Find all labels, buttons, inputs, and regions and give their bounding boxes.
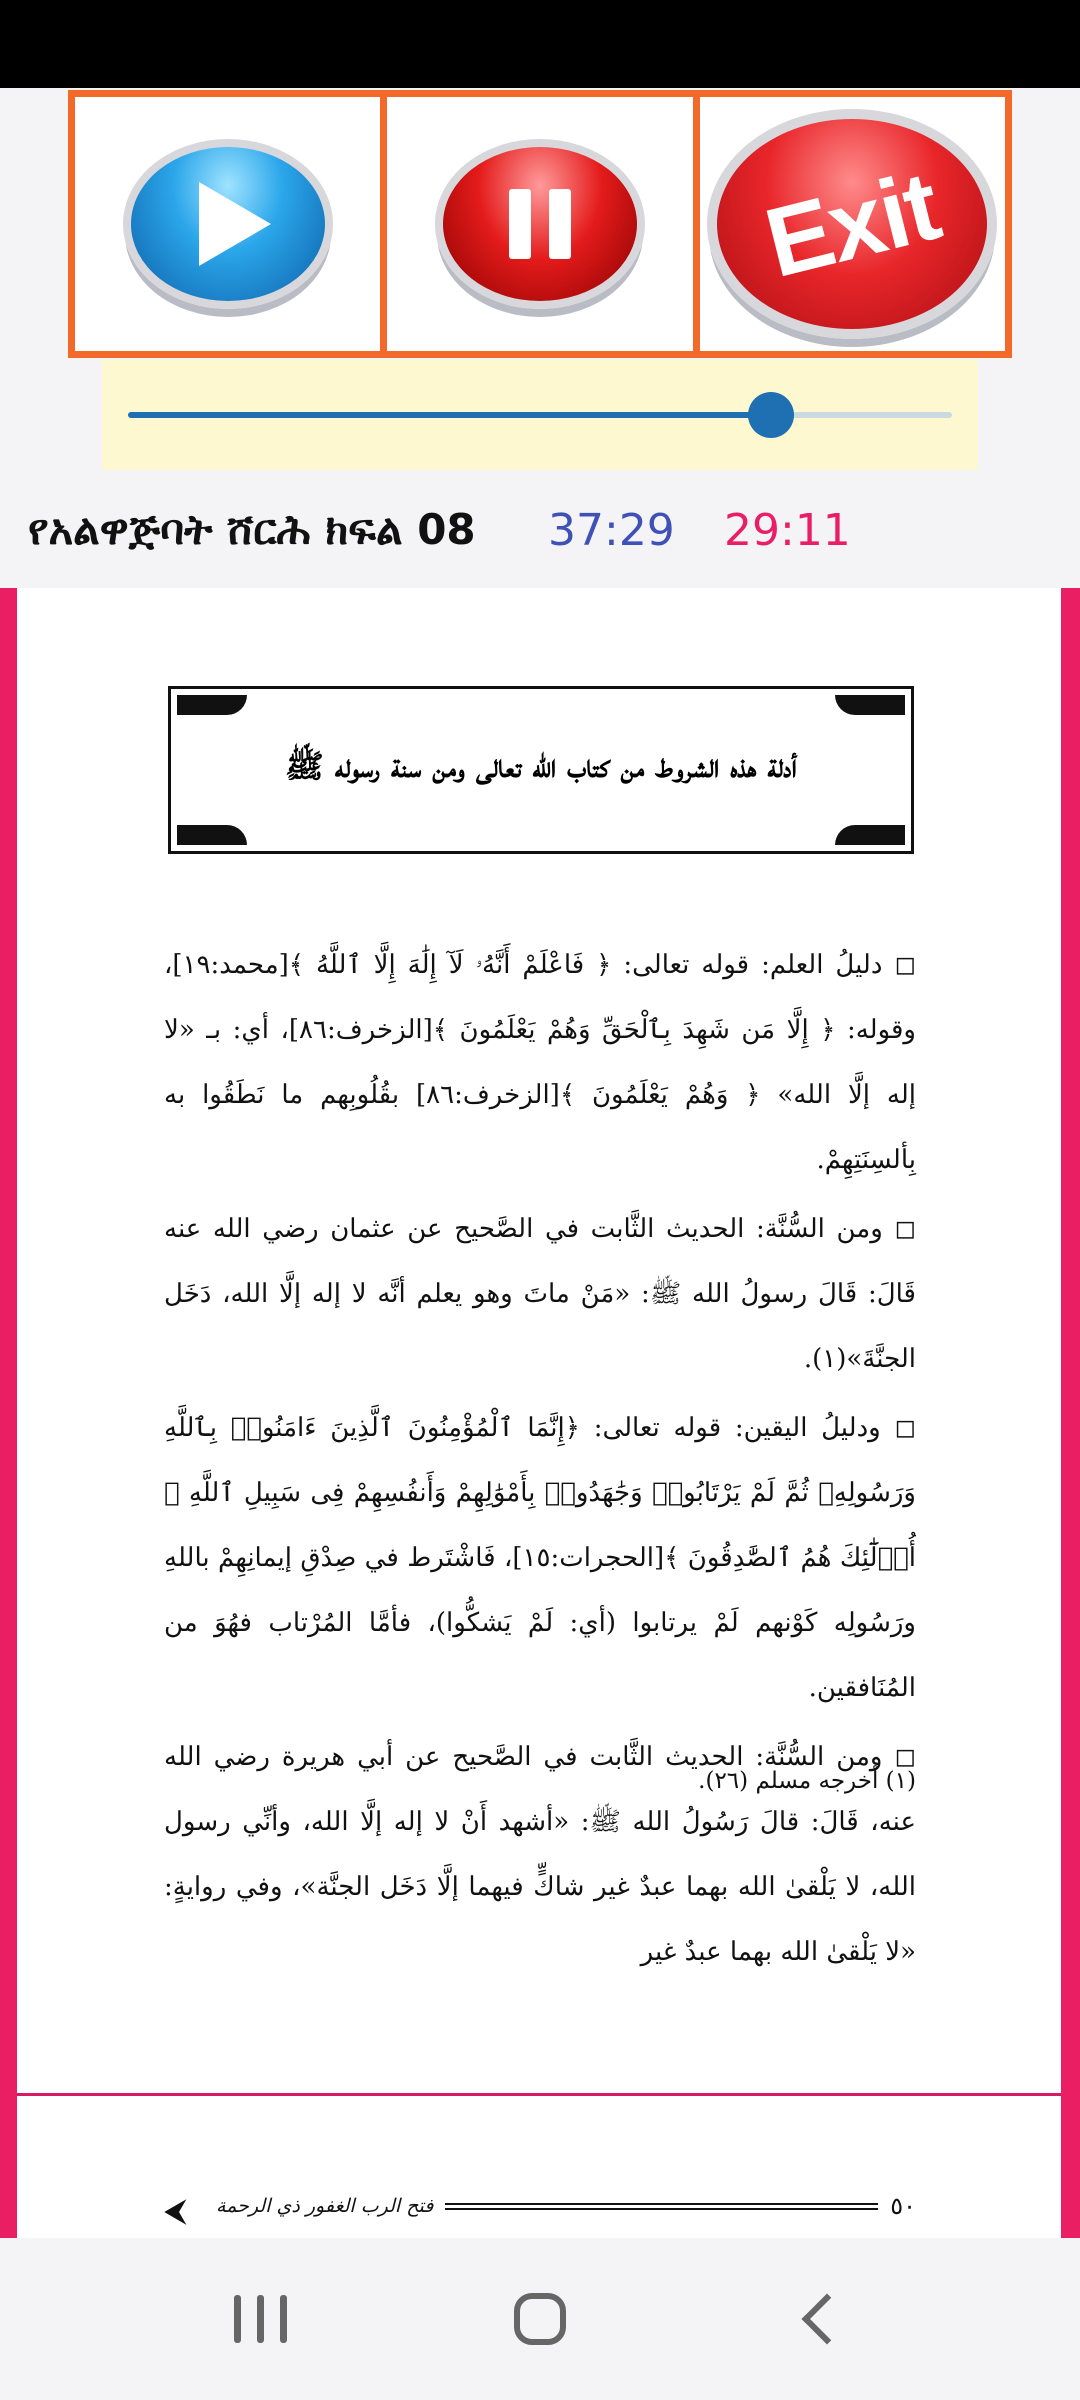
back-button[interactable]: [760, 2259, 880, 2379]
seek-panel: [102, 360, 978, 470]
footer-book-title: فتح الرب الغفور ذي الرحمة: [216, 2195, 434, 2217]
exit-button[interactable]: [700, 97, 1005, 351]
track-info: [0, 488, 1080, 572]
document-body: [164, 933, 916, 1989]
seek-progress: [128, 412, 771, 418]
pause-button[interactable]: [387, 97, 699, 351]
paragraph-sunnah-1: ◻ ومن السُّنَّة: الحديث الثَّابت في الصَّحيح عن عثمان رضي الله عنه قَالَ: قَالَ رسولُ الله ﷺ: «مَنْ ماتَ وهو يعلم أنَّه لا إله إلَّا الله، دَخَل الجنَّةَ»(١).: [164, 1214, 916, 1374]
home-button[interactable]: [480, 2259, 600, 2379]
back-icon: [802, 2294, 853, 2345]
status-bar: [0, 0, 1080, 88]
seek-thumb[interactable]: [748, 392, 794, 438]
exit-icon: [707, 109, 997, 339]
control-panel: [68, 90, 1012, 358]
document-heading-box: [168, 686, 914, 854]
paragraph-certainty: ◻ ودليلُ اليقين: قوله تعالى: ﴿إِنَّمَا ٱلْمُؤْمِنُونَ ٱلَّذِينَ ءَامَنُوا۟ بِٱللَّهِ وَرَسُولِهِۦ ثُمَّ لَمْ يَرْتَابُوا۟ وَجَٰهَدُوا۟ بِأَمْوَٰلِهِمْ وَأَنفُسِهِمْ فِى سَبِيلِ ٱللَّهِ ۚ أُو۟لَٰٓئِكَ هُمُ ٱلصَّٰدِقُونَ ﴾[الحجرات:١٥]، فَاشْتَرط في صِدْقِ إيمانِهِمْ باللهِ ورَسُولِه كَوْنهم لَمْ يرتابوا (أي: لَمْ يَشكُّوا)، فأمَّا المُرْتاب فهُوَ من المُنَافقين.: [164, 1413, 916, 1703]
footer-rule: [445, 2203, 878, 2210]
track-title: የአልዋጅባት ሸርሕ ክፍል 08: [28, 505, 476, 554]
page-footer: [164, 2186, 916, 2229]
pause-icon: [435, 139, 645, 309]
exit-label: Exit: [755, 149, 949, 298]
document-heading: أدلة هذه الشروط من كتاب الله تعالى ومن سنة رسوله ﷺ: [285, 747, 797, 785]
frame-right-border: [1061, 588, 1080, 2238]
paragraph-sunnah-2: ◻ ومن السُّنَّة: الحديث الثَّابت في الصَّحيح عن أبي هريرة رضي الله عنه، قَالَ: قالَ رَسُولُ الله ﷺ: «أشهد أَنْ لا إله إلَّا الله، وأنِّي رسول الله، لا يَلْقىٰ الله بهما عبدٌ غير شاكٍّ فيهما إلَّا دَخَل الجنَّة»، وفي روايةٍ: «لا يَلْقىٰ الله بهما عبدٌ غير: [164, 1742, 916, 1967]
seek-bar[interactable]: [128, 412, 952, 418]
footnote: (١) أخرجه مسلم (٢٦).: [698, 1768, 916, 1794]
play-button[interactable]: [75, 97, 387, 351]
recents-button[interactable]: [200, 2259, 320, 2379]
ornament-icon: ⮜: [164, 2191, 187, 2229]
frame-left-border: [0, 588, 17, 2238]
navigation-bar: [0, 2238, 1080, 2400]
recents-icon: [234, 2295, 287, 2343]
document-page[interactable]: [0, 588, 1080, 2238]
play-icon: [123, 139, 333, 309]
player-area: [0, 88, 1080, 590]
paragraph-knowledge: ◻ دليلُ العلم: قوله تعالى: ﴿ فَاعْلَمْ أَنَّهُۥ لَآ إِلَٰهَ إِلَّا ٱللَّهُ ﴾[محمد:١٩]، وقوله: ﴿ إِلَّا مَن شَهِدَ بِٱلْحَقِّ وَهُمْ يَعْلَمُونَ ﴾[الزخرف:٨٦]، أي: بـ «لا إله إلَّا الله» ﴿ وَهُمْ يَعْلَمُونَ ﴾[الزخرف:٨٦] بقُلُوبِهم ما نَطَقُوا به بِألسِنَتِهِمْ.: [164, 950, 916, 1175]
page-divider: [17, 2093, 1061, 2096]
page-number: ٥٠: [890, 2192, 916, 2220]
total-time: 29:11: [724, 504, 851, 556]
current-time: 37:29: [548, 504, 675, 556]
home-icon: [514, 2293, 566, 2345]
